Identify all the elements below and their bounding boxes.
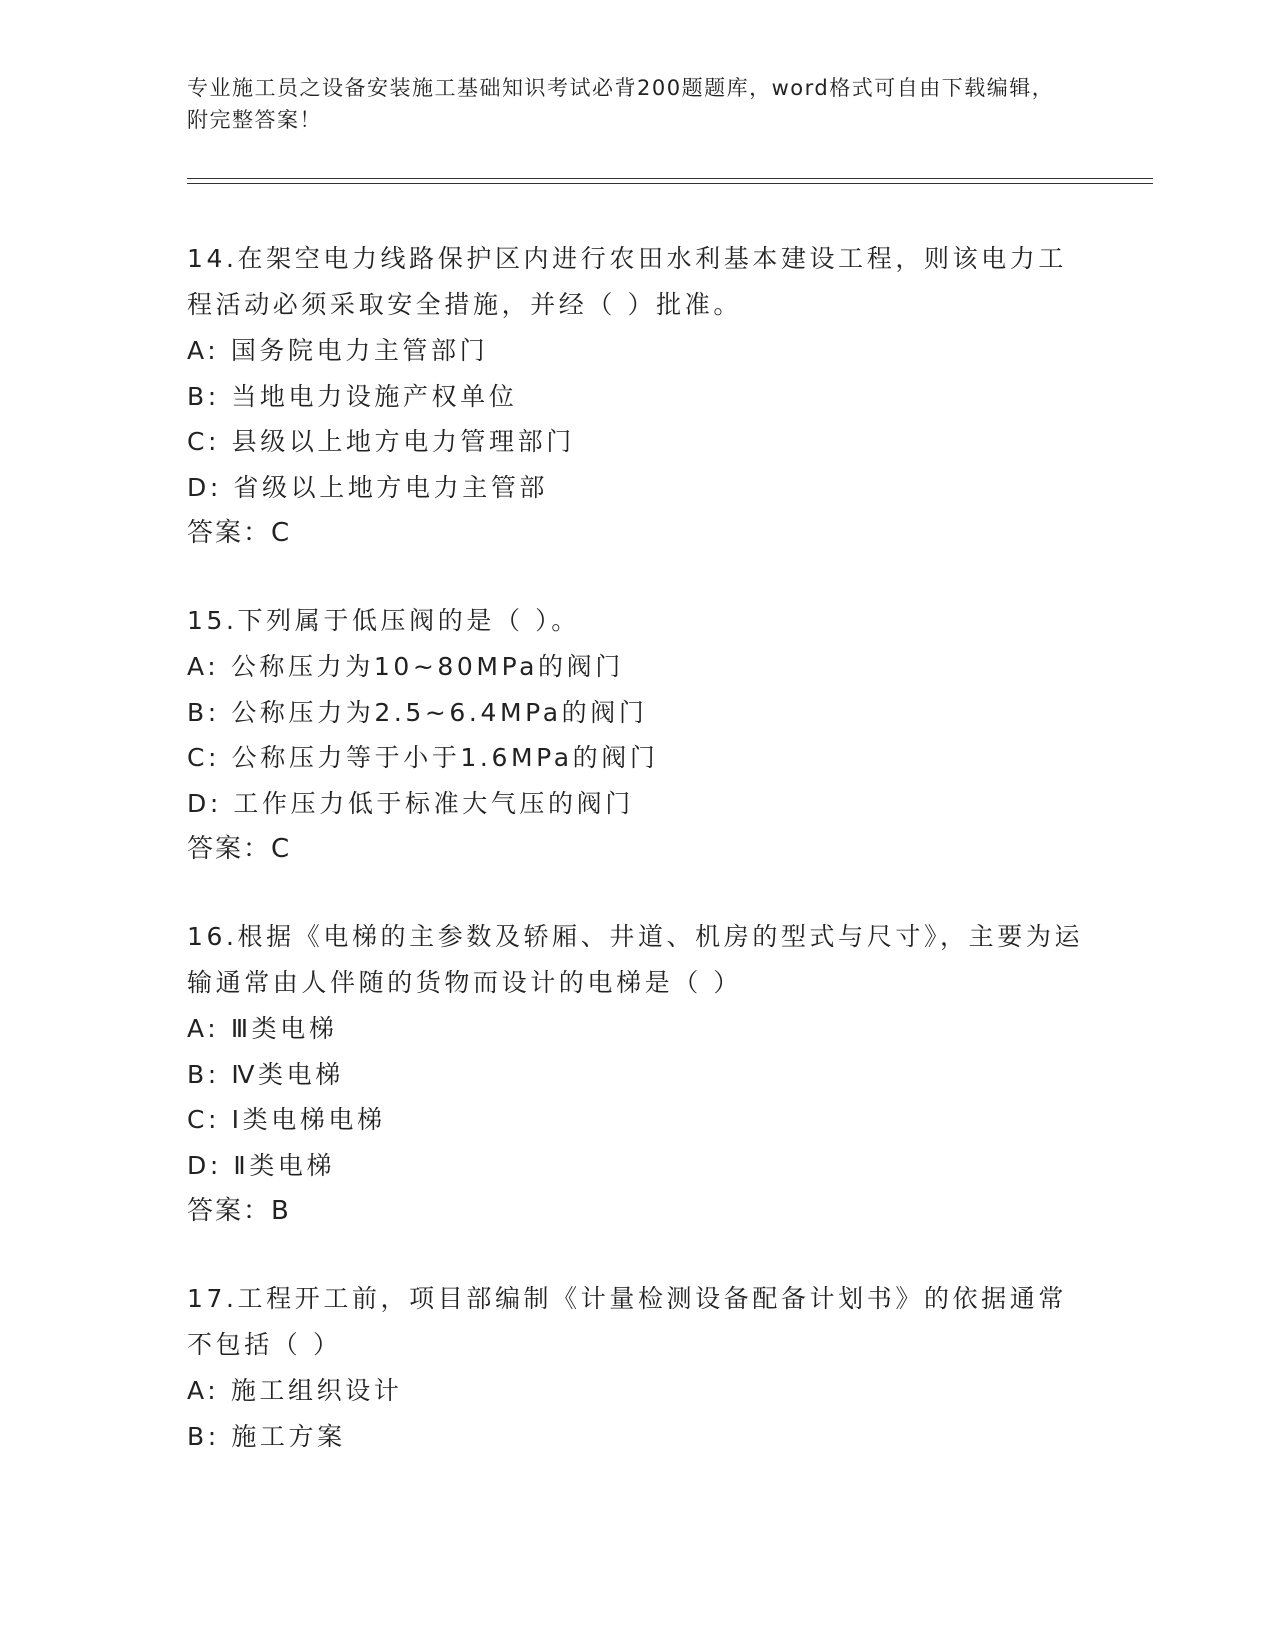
question-stem: 15.下列属于低压阀的是（ ）。	[187, 606, 580, 635]
answer-line: 答案：C	[187, 834, 292, 864]
answer-line: 答案：B	[187, 1196, 291, 1226]
option-a: A: 公称压力为10~80MPa的阀门	[187, 652, 624, 681]
option-b: B: 当地电力设施产权单位	[187, 381, 518, 411]
option-a: A: 国务院电力主管部门	[187, 336, 489, 365]
option-a: A: 施工组织设计	[187, 1376, 403, 1405]
option-a: A: Ⅲ类电梯	[187, 1014, 338, 1043]
question-15	[187, 598, 1087, 872]
document-header: 专业施工员之设备安装施工基础知识考试必背200题题库，word格式可自由下载编辑，附完整答案！	[187, 76, 1055, 132]
option-c: C: Ⅰ类电梯电梯	[187, 1105, 386, 1134]
option-c: C: 公称压力等于小于1.6MPa的阀门	[187, 743, 659, 772]
option-b: B: 施工方案	[187, 1421, 346, 1451]
option-d: D: 省级以上地方电力主管部	[187, 472, 549, 502]
option-c: C: 县级以上地方电力管理部门	[187, 427, 575, 456]
header-divider-secondary	[187, 183, 1153, 184]
question-17	[187, 1276, 1087, 1459]
question-stem: 14.在架空电力线路保护区内进行农田水利基本建设工程，则该电力工程活动必须采取安全措施，并经（ ）批准。	[187, 244, 1067, 319]
question-stem: 16.根据《电梯的主参数及轿厢、井道、机房的型式与尺寸》，主要为运输通常由人伴随的货物而设计的电梯是（ ）	[187, 922, 1084, 997]
option-d: D: Ⅱ类电梯	[187, 1150, 336, 1180]
question-16	[187, 914, 1087, 1234]
header-divider	[187, 178, 1153, 179]
question-stem: 17.工程开工前，项目部编制《计量检测设备配备计划书》的依据通常不包括（ ）	[187, 1284, 1067, 1359]
question-list	[187, 236, 1087, 1501]
option-b: B: Ⅳ类电梯	[187, 1059, 344, 1089]
question-14	[187, 236, 1087, 556]
option-b: B: 公称压力为2.5~6.4MPa的阀门	[187, 697, 648, 727]
option-d: D: 工作压力低于标准大气压的阀门	[187, 788, 634, 818]
answer-line: 答案：C	[187, 518, 292, 548]
